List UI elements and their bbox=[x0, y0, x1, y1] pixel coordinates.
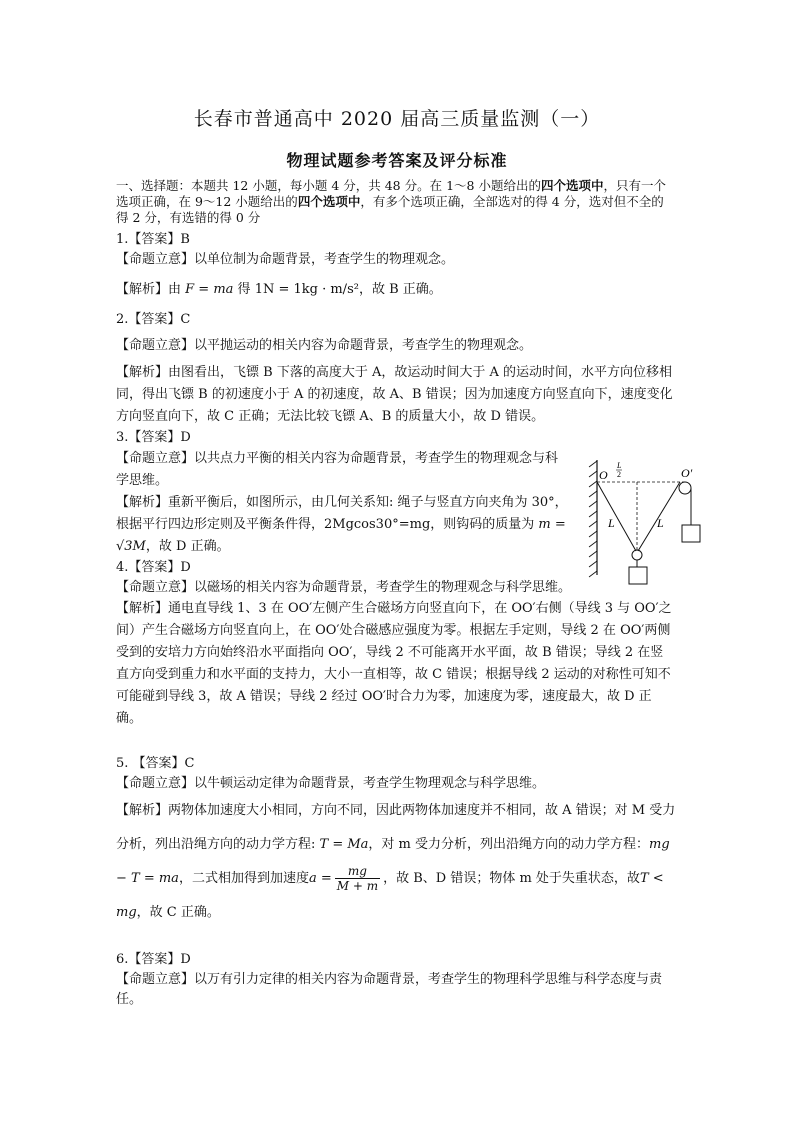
label-l-right: L bbox=[657, 516, 664, 530]
q6-answer: 6.【答案】D bbox=[116, 952, 191, 967]
label-l-half-num: L bbox=[617, 461, 622, 470]
q3-intent: 【命题立意】以共点力平衡的相关内容为命题背景，考查学生的物理观念与科学思维。 bbox=[116, 451, 559, 488]
section-intro: 一、选择题：本题共 12 小题，每小题 4 分，共 48 分。在 1～8 小题给出的四个选项中，只有一个选项正确，在 9～12 小题给出的四个选项中，有多个选项正确，全部选对的得 4 分，选对但不全的得 2 分，有选错的得 0 分 bbox=[116, 178, 666, 225]
q3-answer: 3.【答案】D bbox=[116, 430, 191, 445]
q5-answer: 5. 【答案】C bbox=[116, 756, 195, 771]
q3-result: m = √3M bbox=[116, 517, 566, 554]
q1-intent: 【命题立意】以单位制为命题背景，考查学生的物理观念。 bbox=[116, 252, 455, 267]
q5-fraction: $\frac{mg}{M + m}$ bbox=[336, 864, 379, 893]
q1-analysis: 【解析】由 F = ma 得 1N = 1kg · m/s²，故 B 正确。 bbox=[116, 282, 442, 297]
q5-accel-lhs: a = bbox=[308, 871, 332, 886]
pulley-lower bbox=[632, 550, 642, 560]
q4-intent: 【命题立意】以磁场的相关内容为命题背景，考查学生的物理观念与科学思维。 bbox=[116, 580, 572, 595]
q5-intent: 【命题立意】以牛顿运动定律为命题背景，考查学生物理观念与科学思维。 bbox=[116, 776, 546, 791]
label-o-prime: O′ bbox=[681, 466, 693, 480]
q1-answer: 1.【答案】B bbox=[116, 232, 190, 247]
q2-analysis: 【解析】由图看出，飞镖 B 下落的高度大于 A，故运动时间大于 A 的运动时间，水平方向位移相同，得出飞镖 B 的初速度小于 A 的初速度，故 A、B 错误；因为加速度方向竖直向下，速度变化方向竖直向下，故 C 正确；无法比较飞镖 A、B 的质量大小，故 D 错误。 bbox=[116, 365, 673, 424]
q5-inequality: T < mg bbox=[116, 871, 664, 920]
q5-eq2: mg − T = ma bbox=[116, 837, 670, 886]
q4-analysis: 【解析】通电直导线 1、3 在 OO′左侧产生合磁场方向竖直向下，在 OO′右侧（导线 3 与 OO′之间）产生合磁场方向竖直向上，在 OO′处合磁感应强度为零。根据左手定则，导线 2 在 OO′两侧受到的安培力方向始终沿水平面指向 OO′，导线 2 不可能离开水平面，故 B 错误；导线 2 在竖直方向受到重力和水平面的支持力，大小一直相等，故 C 错误；根据导线 2 运动的对称性可知不可能碰到导线 3，故 A 错误；导线 2 经过 OO′时合力为零，加速度为零，速度最大，故 D 正确。 bbox=[116, 601, 672, 726]
pulley-o-prime bbox=[679, 482, 691, 494]
label-o: O bbox=[599, 468, 608, 482]
q3-analysis: 【解析】重新平衡后，如图所示，由几何关系知: 绳子与竖直方向夹角为 30°，根据平行四边形定则及平衡条件得，2Mgcos30°=mg，则钩码的质量为 m = √3M，故 D 正确。 bbox=[116, 495, 568, 554]
q3-figure bbox=[587, 455, 707, 585]
document-body bbox=[116, 178, 676, 1010]
wall-hatch bbox=[589, 461, 597, 577]
weight-bottom bbox=[629, 567, 647, 584]
q1-formula: F = ma bbox=[185, 282, 234, 297]
q5-eq1: T = Ma bbox=[319, 837, 369, 852]
q6-intent: 【命题立意】以万有引力定律的相关内容为命题背景，考查学生的物理科学思维与科学态度与责任。 bbox=[116, 972, 663, 1007]
q1-unit: 1N = 1kg · m/s² bbox=[254, 282, 359, 297]
rope-left bbox=[597, 482, 636, 551]
label-l-left: L bbox=[608, 516, 615, 530]
weight-right bbox=[682, 525, 700, 542]
q2-answer: 2.【答案】C bbox=[116, 312, 191, 327]
page-title: 长春市普通高中 2020 届高三质量监测（一） bbox=[193, 108, 601, 130]
label-l-half-den: 2 bbox=[617, 470, 621, 479]
q2-intent: 【命题立意】以平抛运动的相关内容为命题背景，考查学生的物理观念。 bbox=[116, 338, 533, 353]
q5-analysis: 【解析】两物体加速度大小相同，方向不同，因此两物体加速度并不相同，故 A 错误；对 M 受力分析，列出沿绳方向的动力学方程: T = Ma，对 m 受力分析，列出沿绳方向的动力学方程：mg − T = ma，二式相加得到加速度a = $\frac{mg}{M + m}$ ，故 B、D 错误；物体 m 处于失重状态，故T < mg，故 C 正确。 bbox=[116, 803, 676, 920]
q4-answer: 4.【答案】D bbox=[116, 560, 191, 575]
page-subtitle: 物理试题参考答案及评分标准 bbox=[286, 151, 508, 170]
